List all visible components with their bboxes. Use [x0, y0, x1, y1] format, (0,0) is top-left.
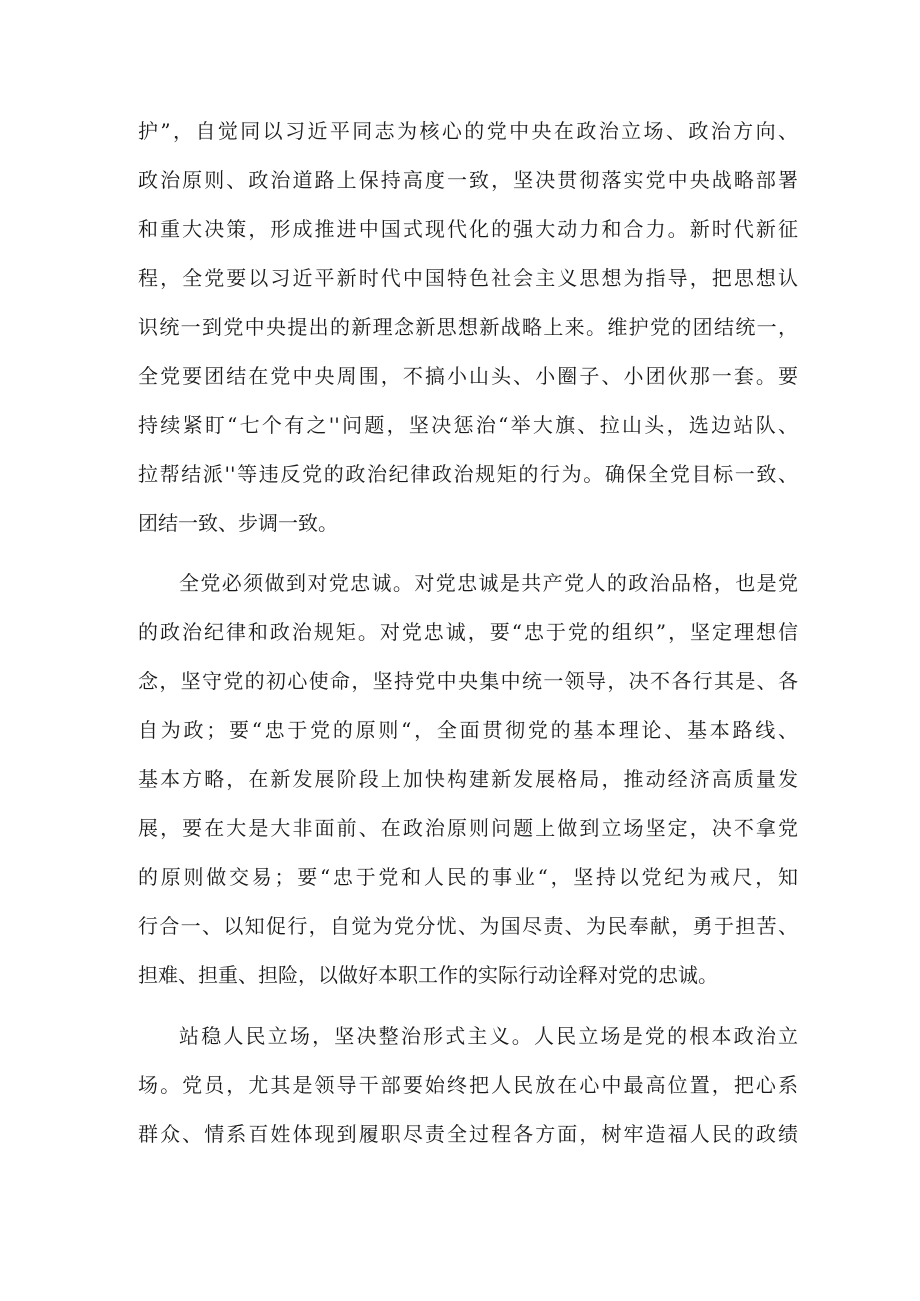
- text-line: 担难、担重、担险，以做好本职工作的实际行动诠释对党的忠诚。: [138, 963, 718, 987]
- text-line: 展，要在大是大非面前、在政治原则问题上做到立场坚定，决不拿党: [138, 816, 798, 840]
- text-line: 基本方略，在新发展阶段上加快构建新发展格局，推动经济高质量发: [138, 767, 798, 791]
- text-line: 政治原则、政治道路上保持高度一致，坚决贯彻落实党中央战略部署: [138, 168, 798, 192]
- paragraph-3: [138, 1012, 798, 1159]
- text-line: 全党必须做到对党忠诚。对党忠诚是共产党人的政治品格，也是党: [179, 571, 798, 595]
- text-line: 程，全党要以习近平新时代中国特色社会主义思想为指导，把思想认: [138, 266, 798, 290]
- text-line: 念，坚守党的初心使命，坚持党中央集中统一领导，决不各行其是、各: [138, 669, 798, 693]
- text-line: 识统一到党中央提出的新理念新思想新战略上来。维护党的团结统一，: [138, 315, 798, 339]
- text-line: 护”，自觉同以习近平同志为核心的党中央在政治立场、政治方向、: [138, 119, 798, 143]
- text-line: 的政治纪律和政治规矩。对党忠诚，要“忠于党的组织”，坚定理想信: [138, 620, 798, 644]
- text-line: 行合一、以知促行，自觉为党分忧、为国尽责、为民奉献，勇于担苦、: [138, 914, 798, 938]
- text-line: 自为政；要“忠于党的原则“，全面贯彻党的基本理论、基本路线、: [138, 718, 798, 742]
- paragraph-1: [138, 107, 798, 548]
- text-line: 全党要团结在党中央周围，不搞小山头、小圈子、小团伙那一套。要: [138, 364, 798, 388]
- text-line: 群众、情系百姓体现到履职尽责全过程各方面，树牢造福人民的政绩: [138, 1122, 798, 1146]
- text-line: 站稳人民立场，坚决整治形式主义。人民立场是党的根本政治立: [179, 1024, 798, 1048]
- text-line: 团结一致、步调一致。: [138, 511, 338, 535]
- text-line: 拉帮结派''等违反党的政治纪律政治规矩的行为。确保全党目标一致、: [138, 462, 798, 486]
- text-line: 的原则做交易；要“忠于党和人民的事业“，坚持以党纪为戒尺，知: [138, 865, 798, 889]
- paragraph-2: [138, 559, 798, 1000]
- text-line: 场。党员，尤其是领导干部要始终把人民放在心中最高位置，把心系: [138, 1073, 798, 1097]
- text-line: 和重大决策，形成推进中国式现代化的强大动力和合力。新时代新征: [138, 217, 798, 241]
- text-line: 持续紧盯“七个有之''问题，坚决惩治“举大旗、拉山头，选边站队、: [138, 413, 798, 437]
